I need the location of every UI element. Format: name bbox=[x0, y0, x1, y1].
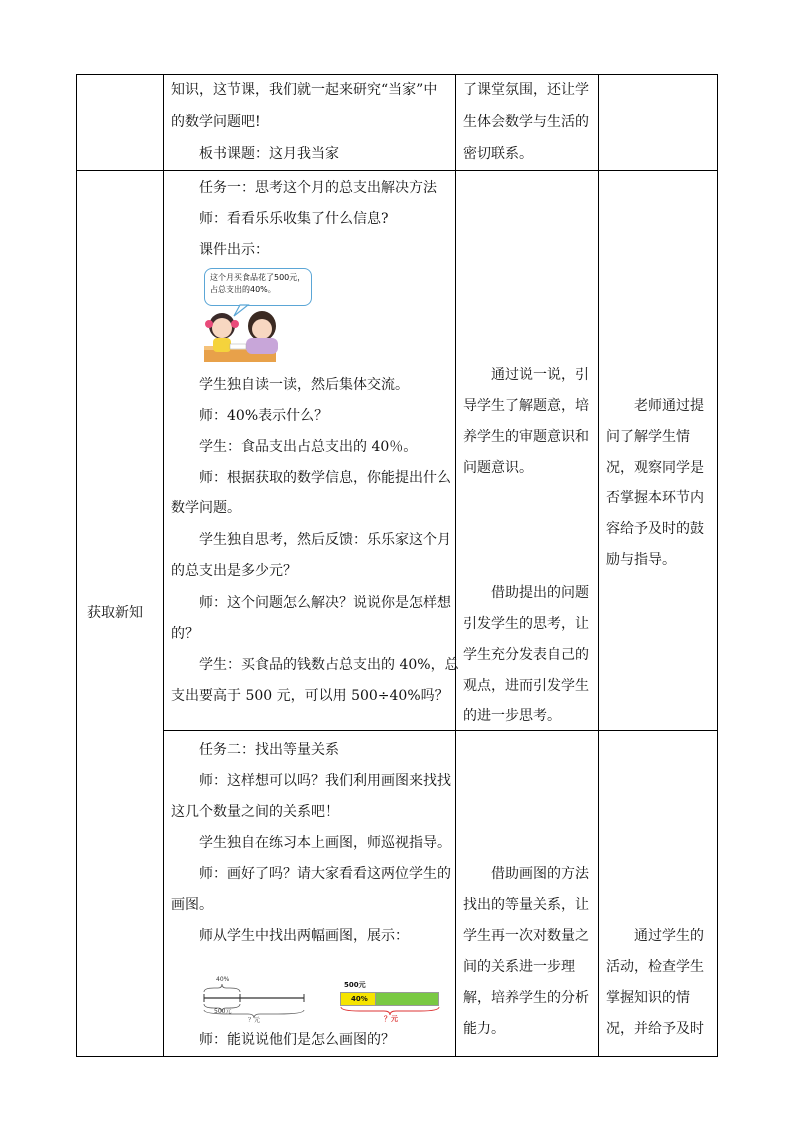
eval-line: 掌握知识的情 bbox=[606, 990, 690, 1006]
intent-line: 生体会数学与生活的 bbox=[463, 114, 589, 130]
intent-line: 学生再一次对数量之 bbox=[463, 928, 589, 944]
content-line: 支出要高于 500 元，可以用 500÷40%吗？ bbox=[171, 688, 449, 704]
bubble-line: 占总支出的40%。 bbox=[210, 285, 276, 294]
diagram1-total-label: ？元 bbox=[248, 1017, 261, 1024]
intent-line: 通过说一说，引 bbox=[491, 367, 589, 383]
intent-line: 借助画图的方法 bbox=[491, 866, 589, 882]
content-line: 学生：买食品的钱数占总支出的 40%，总 bbox=[199, 657, 459, 673]
intent-line: 间的关系进一步理 bbox=[463, 959, 575, 975]
content-line: 师：画好了吗？请大家看看这两位学生的 bbox=[199, 866, 451, 882]
eval-line: 况，并给予及时 bbox=[606, 1021, 704, 1037]
bar-yellow-segment bbox=[340, 992, 376, 1006]
eval-line: 容给予及时的鼓 bbox=[606, 521, 704, 537]
row-divider-2 bbox=[163, 730, 718, 731]
bubble-line: 这个月买食品花了500元， bbox=[210, 273, 306, 282]
content-line: 的数学问题吧! bbox=[171, 114, 261, 130]
bar-diagram bbox=[340, 980, 444, 1024]
content-line: 板书课题：这月我当家 bbox=[199, 146, 339, 162]
eval-line: 问了解学生情 bbox=[606, 429, 690, 445]
intent-line: 解，培养学生的分析 bbox=[463, 990, 589, 1006]
table-border-right bbox=[717, 74, 718, 1057]
col-divider-3 bbox=[598, 74, 599, 1057]
intent-line: 找出的等量关系，让 bbox=[463, 897, 589, 913]
content-line: 师：能说说他们是怎么画图的？ bbox=[199, 1032, 395, 1048]
content-line: 学生：食品支出占总支出的 40％。 bbox=[199, 439, 418, 455]
content-line: 任务二：找出等量关系 bbox=[199, 742, 339, 758]
content-line: 课件出示： bbox=[199, 242, 269, 258]
intent-line: 问题意识。 bbox=[463, 460, 533, 476]
intent-line: 导学生了解题意，培 bbox=[463, 398, 589, 414]
intent-line: 了课堂氛围，还让学 bbox=[463, 82, 589, 98]
content-line: 师：40%表示什么？ bbox=[199, 408, 329, 424]
table-border-bottom bbox=[76, 1056, 718, 1057]
content-line: 学生独自思考，然后反馈：乐乐家这个月 bbox=[199, 532, 451, 548]
segment-diagram bbox=[200, 976, 310, 1024]
diagram1-bottom-label: 500元 bbox=[214, 1008, 232, 1015]
intent-line: 观点，进而引发学生 bbox=[463, 678, 589, 694]
eval-line: 活动，检查学生 bbox=[606, 959, 704, 975]
diagram2-top-label: 500元 bbox=[344, 981, 366, 989]
bar-green-segment bbox=[376, 992, 439, 1006]
intent-line: 的进一步思考。 bbox=[463, 708, 561, 724]
content-line: 的？ bbox=[171, 626, 199, 642]
intent-line: 密切联系。 bbox=[463, 146, 533, 162]
content-line: 师从学生中找出两幅画图，展示： bbox=[199, 928, 409, 944]
row-divider-1 bbox=[76, 170, 718, 171]
content-line: 任务一：思考这个月的总支出解决方法 bbox=[199, 180, 437, 196]
courseware-illustration bbox=[200, 268, 320, 368]
content-line: 数学问题。 bbox=[171, 500, 241, 516]
intent-line: 养学生的审题意识和 bbox=[463, 429, 589, 445]
diagram2-total-label: ？元 bbox=[384, 1015, 398, 1023]
table-border-left bbox=[76, 74, 77, 1057]
eval-line: 况，观察同学是 bbox=[606, 460, 704, 476]
intent-line: 引发学生的思考，让 bbox=[463, 616, 589, 632]
intent-line: 学生充分发表自己的 bbox=[463, 647, 589, 663]
characters-illustration bbox=[200, 268, 320, 368]
content-line: 师：看看乐乐收集了什么信息? bbox=[199, 211, 389, 227]
eval-line: 通过学生的 bbox=[634, 928, 704, 944]
content-line: 学生独自读一读，然后集体交流。 bbox=[199, 377, 409, 393]
col-divider-2 bbox=[455, 74, 456, 1057]
content-line: 学生独自在练习本上画图，师巡视指导。 bbox=[199, 835, 451, 851]
diagram2-bar-label: 40% bbox=[351, 995, 368, 1003]
intent-line: 能力。 bbox=[463, 1021, 505, 1037]
content-line: 师：这样想可以吗？我们利用画图来找找 bbox=[199, 773, 451, 789]
eval-line: 励与指导。 bbox=[606, 552, 676, 568]
content-line: 知识，这节课，我们就一起来研究“当家”中 bbox=[171, 82, 438, 98]
content-line: 师：这个问题怎么解决？说说你是怎样想 bbox=[199, 595, 451, 611]
stage-label: 获取新知 bbox=[87, 605, 143, 621]
content-line: 这几个数量之间的关系吧！ bbox=[171, 804, 339, 820]
table-border-top bbox=[76, 74, 718, 75]
diagram1-top-label: 40% bbox=[216, 976, 230, 983]
col-divider-1 bbox=[163, 74, 164, 1057]
intent-line: 借助提出的问题 bbox=[491, 585, 589, 601]
content-line: 的总支出是多少元？ bbox=[171, 563, 297, 579]
eval-line: 否掌握本环节内 bbox=[606, 490, 704, 506]
eval-line: 老师通过提 bbox=[634, 398, 704, 414]
content-line: 师：根据获取的数学信息，你能提出什么 bbox=[199, 470, 451, 486]
content-line: 画图。 bbox=[171, 897, 213, 913]
